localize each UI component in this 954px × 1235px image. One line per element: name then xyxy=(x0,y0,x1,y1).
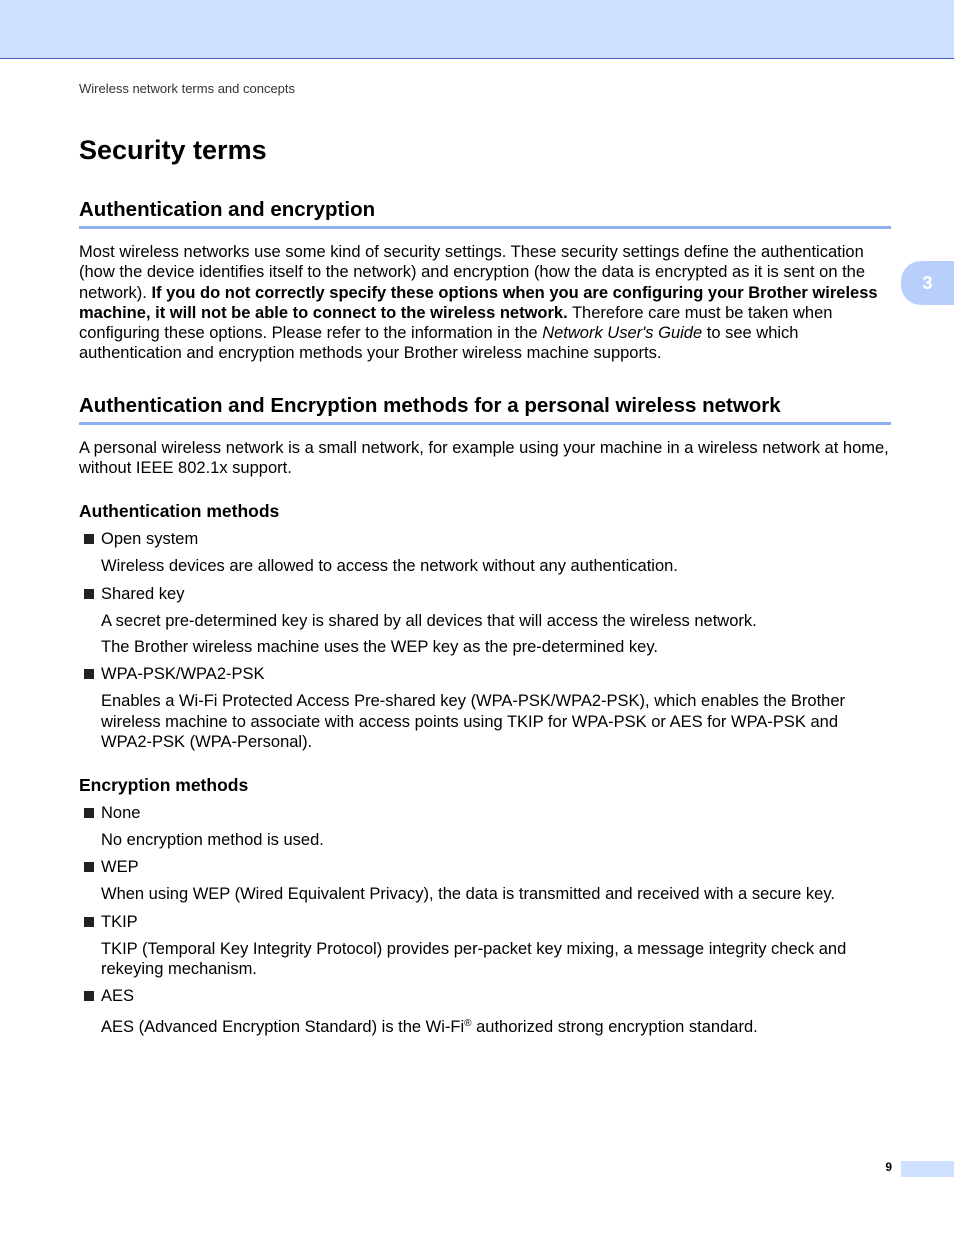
list-item-none: None xyxy=(79,802,891,824)
desc-text: AES (Advanced Encryption Standard) is the Wi-Fi xyxy=(101,1018,465,1037)
section-paragraph-auth-encryption xyxy=(79,242,891,364)
list-item-tkip: TKIP xyxy=(79,911,891,933)
list-item-open-system: Open system xyxy=(79,528,891,550)
page-number: 9 xyxy=(885,1160,892,1174)
para-text: to see which authentication and encryption methods your Brother wireless machine supports. xyxy=(79,324,799,363)
subheading-enc-methods: Encryption methods xyxy=(79,775,249,796)
page-content xyxy=(79,132,891,1038)
section-paragraph-personal-network: A personal wireless network is a small network, for example using your machine in a wireless network at home, without IEEE 802.1x support. xyxy=(79,438,889,478)
list-item-desc: The Brother wireless machine uses the WEP key as the pre-determined key. xyxy=(101,637,658,656)
subheading-auth-methods: Authentication methods xyxy=(79,501,280,522)
list-item-wep: WEP xyxy=(79,856,891,878)
list-item-desc: TKIP (Temporal Key Integrity Protocol) provides per-packet key mixing, a message integrity check and rekeying mechanism. xyxy=(101,939,847,979)
list-item-shared-key: Shared key xyxy=(79,583,891,605)
para-text: Most wireless networks use some kind of security settings. These security settings define the authentication (how the device identifies itself to the network) and encryption (how the data is encrypted as it is sent on the network). xyxy=(79,243,866,302)
list-item-desc: When using WEP (Wired Equivalent Privacy), the data is transmitted and received with a secure key. xyxy=(101,885,835,904)
list-item-desc: Enables a Wi-Fi Protected Access Pre-shared key (WPA-PSK/WPA2-PSK), which enables the Brother wireless machine to associate with access points using TKIP for WPA-PSK or AES for WPA-PSK and WPA2-PSK (WPA-Personal). xyxy=(101,692,846,751)
registered-mark: ® xyxy=(464,1018,472,1030)
para-bold-warning: If you do not correctly specify these options when you are configuring your Brother wireless machine, it will not be able to connect to the wireless network. xyxy=(79,283,878,322)
section-heading-personal-network: Authentication and Encryption methods for a personal wireless network xyxy=(79,393,891,425)
list-item-desc xyxy=(79,1017,891,1037)
list-item-desc: Wireless devices are allowed to access the network without any authentication. xyxy=(101,557,678,576)
list-item-desc: A secret pre-determined key is shared by all devices that will access the wireless network. xyxy=(101,611,757,630)
enc-methods-list xyxy=(79,802,891,1037)
list-item-desc: No encryption method is used. xyxy=(101,831,324,850)
list-item-aes: AES xyxy=(79,985,891,1007)
guide-reference: Network User's Guide xyxy=(542,324,703,343)
desc-text: authorized strong encryption standard. xyxy=(471,1018,758,1037)
footer-band xyxy=(901,1161,954,1177)
chapter-tab: 3 xyxy=(901,261,954,305)
running-header: Wireless network terms and concepts xyxy=(79,81,296,96)
list-item-wpa-psk: WPA-PSK/WPA2-PSK xyxy=(79,663,891,685)
para-text: Therefore care must be taken when configuring these options. Please refer to the information in the xyxy=(79,303,833,343)
header-band xyxy=(0,0,954,59)
page-title: Security terms xyxy=(79,135,267,165)
auth-methods-list xyxy=(79,528,891,752)
section-heading-auth-encryption: Authentication and encryption xyxy=(79,197,891,229)
